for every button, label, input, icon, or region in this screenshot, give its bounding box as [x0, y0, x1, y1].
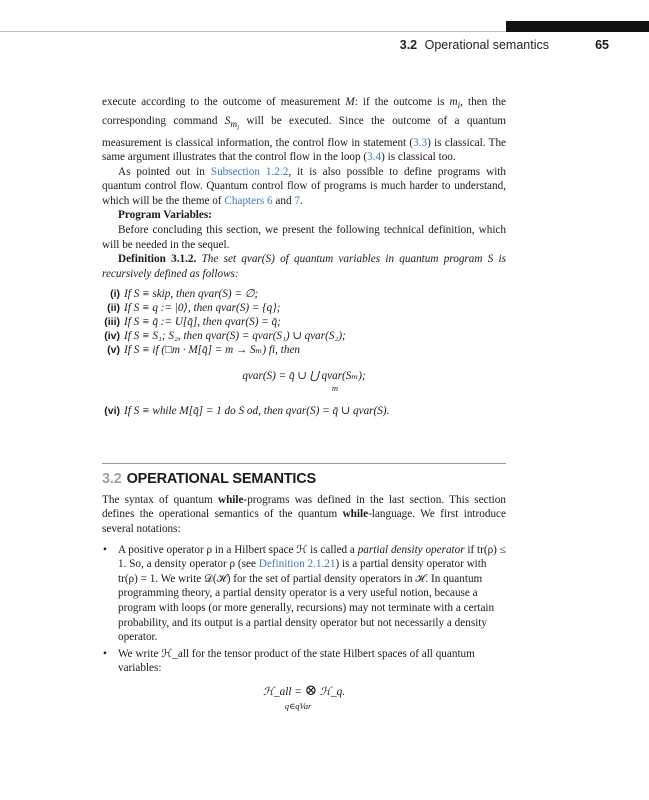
- case-item: (v) If S ≡ if (□m · M[q̄] = m → Sₘ) fi, then: [107, 343, 301, 356]
- running-head: [400, 38, 549, 52]
- top-bar: [0, 21, 649, 33]
- page-number: 65: [595, 38, 609, 52]
- link-eq-3-4[interactable]: 3.4: [367, 151, 382, 164]
- program-variables-text: Before concluding this section, we present the following technical definition, which will be needed in the sequel.: [102, 224, 506, 251]
- definition-label: Definition 3.1.2.: [118, 253, 197, 266]
- section-intro: The syntax of quantum while-programs was defined in the last section. This section defines the operational semantics of the quantum while-language. We first introduce several notations:: [102, 493, 506, 536]
- running-head-title: Operational semantics: [424, 38, 549, 52]
- running-head-number: 3.2: [399, 38, 418, 52]
- case-item: (iv) If S ≡ S₁; S₂, then qvar(S) = qvar(S₁) ∪ qvar(S₂);: [104, 329, 346, 342]
- case-item: (vi) If S ≡ while M[q̄] = 1 do S od, then qvar(S) = q̄ ∪ qvar(S).: [104, 405, 390, 418]
- definition-cases: [102, 288, 506, 357]
- paragraph-1: execute according to the outcome of measurement M: if the outcome is $m_i$, then the corresponding command $S_{m_i}$ will be executed. Since the outcome of a quantum measurement is classical information, the control flow in statement (3.3) is classical. The same argument illustrates that the control flow in the loop (3.4) is classical too.: [102, 96, 506, 164]
- case-item: (iii) If S ≡ q̄ := U[q̄], then qvar(S) = q̄;: [104, 316, 281, 329]
- definition-3-1-2: Definition 3.1.2. The set qvar(S) of quantum variables in quantum program S is recursively defined as follows:: [102, 253, 507, 280]
- notation-list: [102, 543, 506, 676]
- section-heading: 3.2 OPERATIONAL SEMANTICS: [102, 471, 316, 488]
- list-item: • We write ℋ_all for the tensor product of the state Hilbert spaces of all quantum variables:: [102, 647, 506, 676]
- program-variables-heading: Program Variables:: [118, 209, 212, 222]
- page-body: [102, 95, 506, 713]
- section-divider: [102, 463, 506, 464]
- definition-case-vi: [102, 405, 506, 419]
- case-item: (ii) If S ≡ q := |0⟩, then qvar(S) = {q};: [107, 302, 281, 315]
- link-chapter-7[interactable]: 7: [294, 194, 300, 207]
- link-subsection-1-2-2[interactable]: Subsection 1.2.2: [210, 165, 289, 178]
- case-item: (i) If S ≡ skip, then qvar(S) = ∅;: [110, 288, 259, 301]
- paragraph-2: As pointed out in Subsection 1.2.2, it is also possible to define programs with quantum control flow. Quantum control flow of programs is much harder to understand, which will be the theme of Chapters 6 and 7.: [102, 165, 506, 207]
- link-definition-2-1-21[interactable]: Definition 2.1.21: [258, 558, 336, 571]
- display-equation-qvar: qvar(S) = q̄ ∪ ⋃ qvar(Sₘ); m: [242, 370, 366, 394]
- link-chapter-6[interactable]: Chapters 6: [224, 194, 273, 207]
- display-equation-hall: ℋ_all = ⊗ ℋ_q. q∈qVar: [262, 682, 346, 711]
- link-eq-3-3[interactable]: 3.3: [413, 136, 428, 149]
- header-block: [506, 21, 649, 32]
- list-item: • A positive operator ρ in a Hilbert space ℋ is called a partial density operator if tr(ρ) ≤ 1. So, a density operator ρ (see Definition 2.1.21) is a partial density operator with tr(ρ) = 1. We write 𝒟(ℋ) for the set of partial density operators in ℋ. In quantum programming theory, a partial density operator is a very useful notion, because a program with loops (or more generally, recursions) may not terminate with a certain probability, and its output is a partial density operator but not necessarily a density operator.: [102, 543, 506, 645]
